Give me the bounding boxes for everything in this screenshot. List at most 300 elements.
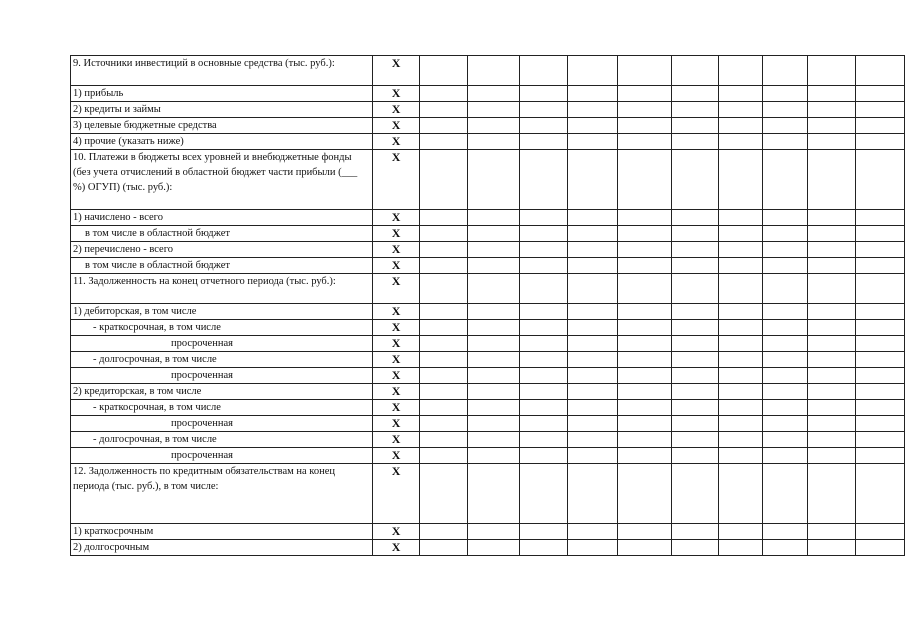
value-cell[interactable] xyxy=(808,432,855,448)
value-cell[interactable] xyxy=(762,274,808,304)
value-cell[interactable] xyxy=(617,150,671,210)
value-cell[interactable] xyxy=(520,352,568,368)
x-mark-cell: X xyxy=(373,540,419,556)
value-cell[interactable] xyxy=(671,56,718,86)
value-cell[interactable] xyxy=(468,464,520,524)
value-cell[interactable] xyxy=(520,400,568,416)
value-cell[interactable] xyxy=(617,352,671,368)
value-cell[interactable] xyxy=(671,242,718,258)
value-cell[interactable] xyxy=(671,384,718,400)
value-cell[interactable] xyxy=(520,336,568,352)
value-cell[interactable] xyxy=(762,304,808,320)
value-cell[interactable] xyxy=(855,86,904,102)
value-cell[interactable] xyxy=(671,226,718,242)
value-cell[interactable] xyxy=(718,304,762,320)
value-cell[interactable] xyxy=(468,524,520,540)
value-cell[interactable] xyxy=(808,368,855,384)
value-cell[interactable] xyxy=(520,320,568,336)
value-cell[interactable] xyxy=(718,384,762,400)
value-cell[interactable] xyxy=(671,210,718,226)
value-cell[interactable] xyxy=(568,56,617,86)
value-cell[interactable] xyxy=(468,86,520,102)
value-cell[interactable] xyxy=(468,448,520,464)
value-cell[interactable] xyxy=(468,134,520,150)
value-cell[interactable] xyxy=(617,384,671,400)
value-cell[interactable] xyxy=(671,86,718,102)
value-cell[interactable] xyxy=(568,304,617,320)
value-cell[interactable] xyxy=(617,432,671,448)
value-cell[interactable] xyxy=(568,86,617,102)
value-cell[interactable] xyxy=(808,336,855,352)
row-label: в том числе в областной бюджет xyxy=(71,258,373,274)
value-cell[interactable] xyxy=(520,134,568,150)
value-cell[interactable] xyxy=(762,432,808,448)
value-cell[interactable] xyxy=(617,56,671,86)
value-cell[interactable] xyxy=(671,368,718,384)
table-row xyxy=(71,242,905,258)
value-cell[interactable] xyxy=(808,86,855,102)
x-mark-cell: X xyxy=(373,464,419,524)
value-cell[interactable] xyxy=(568,320,617,336)
value-cell[interactable] xyxy=(762,384,808,400)
value-cell[interactable] xyxy=(617,336,671,352)
value-cell[interactable] xyxy=(468,416,520,432)
value-cell[interactable] xyxy=(718,102,762,118)
value-cell[interactable] xyxy=(671,134,718,150)
value-cell[interactable] xyxy=(520,56,568,86)
value-cell[interactable] xyxy=(419,464,467,524)
row-label: просроченная xyxy=(71,336,373,352)
row-label: 9. Источники инвестиций в основные средства (тыс. руб.): xyxy=(71,56,373,86)
value-cell[interactable] xyxy=(468,210,520,226)
value-cell[interactable] xyxy=(855,320,904,336)
value-cell[interactable] xyxy=(855,258,904,274)
value-cell[interactable] xyxy=(468,384,520,400)
value-cell[interactable] xyxy=(568,464,617,524)
value-cell[interactable] xyxy=(520,102,568,118)
table-row xyxy=(71,102,905,118)
value-cell[interactable] xyxy=(855,540,904,556)
table-row xyxy=(71,336,905,352)
value-cell[interactable] xyxy=(520,540,568,556)
value-cell[interactable] xyxy=(468,368,520,384)
value-cell[interactable] xyxy=(520,150,568,210)
value-cell[interactable] xyxy=(671,258,718,274)
value-cell[interactable] xyxy=(617,134,671,150)
value-cell[interactable] xyxy=(568,416,617,432)
value-cell[interactable] xyxy=(762,226,808,242)
value-cell[interactable] xyxy=(520,384,568,400)
value-cell[interactable] xyxy=(419,118,467,134)
value-cell[interactable] xyxy=(568,336,617,352)
x-mark-cell: X xyxy=(373,118,419,134)
value-cell[interactable] xyxy=(671,118,718,134)
value-cell[interactable] xyxy=(671,320,718,336)
value-cell[interactable] xyxy=(568,226,617,242)
value-cell[interactable] xyxy=(419,320,467,336)
value-cell[interactable] xyxy=(419,226,467,242)
value-cell[interactable] xyxy=(855,416,904,432)
row-label: 1) краткосрочным xyxy=(71,524,373,540)
value-cell[interactable] xyxy=(718,368,762,384)
value-cell[interactable] xyxy=(568,274,617,304)
value-cell[interactable] xyxy=(855,102,904,118)
value-cell[interactable] xyxy=(520,86,568,102)
x-mark-cell: X xyxy=(373,56,419,86)
value-cell[interactable] xyxy=(718,352,762,368)
value-cell[interactable] xyxy=(808,150,855,210)
x-mark-cell: X xyxy=(373,400,419,416)
value-cell[interactable] xyxy=(419,352,467,368)
value-cell[interactable] xyxy=(419,448,467,464)
value-cell[interactable] xyxy=(855,368,904,384)
value-cell[interactable] xyxy=(468,56,520,86)
value-cell[interactable] xyxy=(617,320,671,336)
value-cell[interactable] xyxy=(718,400,762,416)
value-cell[interactable] xyxy=(520,274,568,304)
value-cell[interactable] xyxy=(468,304,520,320)
value-cell[interactable] xyxy=(762,258,808,274)
table-row xyxy=(71,56,905,86)
x-mark-cell: X xyxy=(373,274,419,304)
table-row xyxy=(71,320,905,336)
value-cell[interactable] xyxy=(419,150,467,210)
value-cell[interactable] xyxy=(419,304,467,320)
row-label: 3) целевые бюджетные средства xyxy=(71,118,373,134)
value-cell[interactable] xyxy=(718,210,762,226)
value-cell[interactable] xyxy=(468,540,520,556)
value-cell[interactable] xyxy=(568,432,617,448)
value-cell[interactable] xyxy=(671,150,718,210)
value-cell[interactable] xyxy=(617,86,671,102)
value-cell[interactable] xyxy=(520,118,568,134)
value-cell[interactable] xyxy=(468,102,520,118)
value-cell[interactable] xyxy=(568,400,617,416)
value-cell[interactable] xyxy=(855,432,904,448)
row-label: просроченная xyxy=(71,448,373,464)
value-cell[interactable] xyxy=(419,242,467,258)
value-cell[interactable] xyxy=(617,540,671,556)
value-cell[interactable] xyxy=(718,464,762,524)
value-cell[interactable] xyxy=(718,524,762,540)
x-mark-cell: X xyxy=(373,432,419,448)
value-cell[interactable] xyxy=(855,304,904,320)
value-cell[interactable] xyxy=(568,368,617,384)
value-cell[interactable] xyxy=(762,368,808,384)
table-row xyxy=(71,448,905,464)
row-label: 2) кредиты и займы xyxy=(71,102,373,118)
value-cell[interactable] xyxy=(617,448,671,464)
value-cell[interactable] xyxy=(855,226,904,242)
value-cell[interactable] xyxy=(762,524,808,540)
value-cell[interactable] xyxy=(617,102,671,118)
x-mark-cell: X xyxy=(373,304,419,320)
value-cell[interactable] xyxy=(718,448,762,464)
value-cell[interactable] xyxy=(468,258,520,274)
value-cell[interactable] xyxy=(762,150,808,210)
value-cell[interactable] xyxy=(855,210,904,226)
value-cell[interactable] xyxy=(808,274,855,304)
x-mark-cell: X xyxy=(373,320,419,336)
value-cell[interactable] xyxy=(855,524,904,540)
value-cell[interactable] xyxy=(718,416,762,432)
value-cell[interactable] xyxy=(671,400,718,416)
value-cell[interactable] xyxy=(520,258,568,274)
value-cell[interactable] xyxy=(762,464,808,524)
value-cell[interactable] xyxy=(808,320,855,336)
table-row xyxy=(71,524,905,540)
value-cell[interactable] xyxy=(762,400,808,416)
table-row xyxy=(71,540,905,556)
value-cell[interactable] xyxy=(568,258,617,274)
value-cell[interactable] xyxy=(762,118,808,134)
value-cell[interactable] xyxy=(468,226,520,242)
value-cell[interactable] xyxy=(808,102,855,118)
value-cell[interactable] xyxy=(568,150,617,210)
value-cell[interactable] xyxy=(808,540,855,556)
table-row xyxy=(71,274,905,304)
value-cell[interactable] xyxy=(808,448,855,464)
row-label: - долгосрочная, в том числе xyxy=(71,352,373,368)
value-cell[interactable] xyxy=(718,258,762,274)
row-label: в том числе в областной бюджет xyxy=(71,226,373,242)
value-cell[interactable] xyxy=(520,524,568,540)
x-mark-cell: X xyxy=(373,384,419,400)
value-cell[interactable] xyxy=(617,368,671,384)
value-cell[interactable] xyxy=(671,524,718,540)
value-cell[interactable] xyxy=(617,304,671,320)
value-cell[interactable] xyxy=(468,320,520,336)
value-cell[interactable] xyxy=(671,102,718,118)
value-cell[interactable] xyxy=(520,210,568,226)
value-cell[interactable] xyxy=(855,134,904,150)
value-cell[interactable] xyxy=(419,400,467,416)
value-cell[interactable] xyxy=(520,304,568,320)
value-cell[interactable] xyxy=(617,416,671,432)
value-cell[interactable] xyxy=(855,352,904,368)
value-cell[interactable] xyxy=(808,210,855,226)
table-row xyxy=(71,258,905,274)
value-cell[interactable] xyxy=(808,352,855,368)
x-mark-cell: X xyxy=(373,102,419,118)
value-cell[interactable] xyxy=(718,118,762,134)
value-cell[interactable] xyxy=(718,320,762,336)
value-cell[interactable] xyxy=(671,416,718,432)
value-cell[interactable] xyxy=(617,226,671,242)
value-cell[interactable] xyxy=(762,320,808,336)
value-cell[interactable] xyxy=(468,150,520,210)
x-mark-cell: X xyxy=(373,416,419,432)
value-cell[interactable] xyxy=(419,274,467,304)
x-mark-cell: X xyxy=(373,258,419,274)
x-mark-cell: X xyxy=(373,210,419,226)
value-cell[interactable] xyxy=(808,242,855,258)
value-cell[interactable] xyxy=(718,242,762,258)
value-cell[interactable] xyxy=(808,56,855,86)
value-cell[interactable] xyxy=(568,524,617,540)
value-cell[interactable] xyxy=(419,416,467,432)
value-cell[interactable] xyxy=(419,368,467,384)
value-cell[interactable] xyxy=(671,274,718,304)
value-cell[interactable] xyxy=(808,464,855,524)
row-label: 1) дебиторская, в том числе xyxy=(71,304,373,320)
value-cell[interactable] xyxy=(671,432,718,448)
value-cell[interactable] xyxy=(808,118,855,134)
row-label: 1) начислено - всего xyxy=(71,210,373,226)
value-cell[interactable] xyxy=(520,432,568,448)
value-cell[interactable] xyxy=(468,118,520,134)
value-cell[interactable] xyxy=(419,86,467,102)
value-cell[interactable] xyxy=(718,432,762,448)
table-row xyxy=(71,416,905,432)
value-cell[interactable] xyxy=(419,210,467,226)
value-cell[interactable] xyxy=(520,226,568,242)
value-cell[interactable] xyxy=(762,102,808,118)
table-row xyxy=(71,384,905,400)
row-label: 2) кредиторская, в том числе xyxy=(71,384,373,400)
value-cell[interactable] xyxy=(568,352,617,368)
value-cell[interactable] xyxy=(718,134,762,150)
value-cell[interactable] xyxy=(568,384,617,400)
x-mark-cell: X xyxy=(373,524,419,540)
value-cell[interactable] xyxy=(762,336,808,352)
value-cell[interactable] xyxy=(762,540,808,556)
value-cell[interactable] xyxy=(617,400,671,416)
value-cell[interactable] xyxy=(568,102,617,118)
value-cell[interactable] xyxy=(855,274,904,304)
value-cell[interactable] xyxy=(419,258,467,274)
value-cell[interactable] xyxy=(468,274,520,304)
value-cell[interactable] xyxy=(617,274,671,304)
value-cell[interactable] xyxy=(855,150,904,210)
value-cell[interactable] xyxy=(419,336,467,352)
value-cell[interactable] xyxy=(520,464,568,524)
x-mark-cell: X xyxy=(373,226,419,242)
value-cell[interactable] xyxy=(468,352,520,368)
table-row xyxy=(71,226,905,242)
value-cell[interactable] xyxy=(808,258,855,274)
value-cell[interactable] xyxy=(520,448,568,464)
value-cell[interactable] xyxy=(762,56,808,86)
value-cell[interactable] xyxy=(718,540,762,556)
value-cell[interactable] xyxy=(855,56,904,86)
value-cell[interactable] xyxy=(419,134,467,150)
x-mark-cell: X xyxy=(373,150,419,210)
row-label: 4) прочие (указать ниже) xyxy=(71,134,373,150)
value-cell[interactable] xyxy=(762,86,808,102)
value-cell[interactable] xyxy=(718,150,762,210)
value-cell[interactable] xyxy=(762,416,808,432)
table-row xyxy=(71,86,905,102)
value-cell[interactable] xyxy=(671,352,718,368)
value-cell[interactable] xyxy=(617,242,671,258)
row-label: - долгосрочная, в том числе xyxy=(71,432,373,448)
value-cell[interactable] xyxy=(762,242,808,258)
value-cell[interactable] xyxy=(808,134,855,150)
x-mark-cell: X xyxy=(373,242,419,258)
value-cell[interactable] xyxy=(671,336,718,352)
report-table-body xyxy=(71,56,905,556)
value-cell[interactable] xyxy=(855,448,904,464)
value-cell[interactable] xyxy=(520,242,568,258)
value-cell[interactable] xyxy=(855,464,904,524)
row-label: - краткосрочная, в том числе xyxy=(71,400,373,416)
value-cell[interactable] xyxy=(808,524,855,540)
value-cell[interactable] xyxy=(419,432,467,448)
table-row xyxy=(71,400,905,416)
value-cell[interactable] xyxy=(617,258,671,274)
value-cell[interactable] xyxy=(468,336,520,352)
value-cell[interactable] xyxy=(520,368,568,384)
value-cell[interactable] xyxy=(718,86,762,102)
value-cell[interactable] xyxy=(762,352,808,368)
value-cell[interactable] xyxy=(617,524,671,540)
row-label: 1) прибыль xyxy=(71,86,373,102)
value-cell[interactable] xyxy=(718,226,762,242)
value-cell[interactable] xyxy=(568,540,617,556)
value-cell[interactable] xyxy=(419,540,467,556)
row-label: просроченная xyxy=(71,416,373,432)
value-cell[interactable] xyxy=(762,134,808,150)
value-cell[interactable] xyxy=(568,242,617,258)
value-cell[interactable] xyxy=(718,336,762,352)
table-row xyxy=(71,304,905,320)
value-cell[interactable] xyxy=(671,448,718,464)
value-cell[interactable] xyxy=(468,242,520,258)
value-cell[interactable] xyxy=(808,304,855,320)
value-cell[interactable] xyxy=(855,118,904,134)
value-cell[interactable] xyxy=(762,210,808,226)
value-cell[interactable] xyxy=(568,118,617,134)
table-row xyxy=(71,464,905,524)
value-cell[interactable] xyxy=(671,304,718,320)
value-cell[interactable] xyxy=(855,384,904,400)
value-cell[interactable] xyxy=(568,134,617,150)
x-mark-cell: X xyxy=(373,368,419,384)
value-cell[interactable] xyxy=(808,416,855,432)
value-cell[interactable] xyxy=(617,210,671,226)
value-cell[interactable] xyxy=(520,416,568,432)
value-cell[interactable] xyxy=(855,336,904,352)
row-label: просроченная xyxy=(71,368,373,384)
value-cell[interactable] xyxy=(568,448,617,464)
value-cell[interactable] xyxy=(468,400,520,416)
value-cell[interactable] xyxy=(718,56,762,86)
value-cell[interactable] xyxy=(671,540,718,556)
value-cell[interactable] xyxy=(568,210,617,226)
row-label: - краткосрочная, в том числе xyxy=(71,320,373,336)
row-label: 2) перечислено - всего xyxy=(71,242,373,258)
value-cell[interactable] xyxy=(762,448,808,464)
value-cell[interactable] xyxy=(419,102,467,118)
value-cell[interactable] xyxy=(855,242,904,258)
table-row xyxy=(71,118,905,134)
value-cell[interactable] xyxy=(808,226,855,242)
table-row xyxy=(71,432,905,448)
value-cell[interactable] xyxy=(671,464,718,524)
value-cell[interactable] xyxy=(718,274,762,304)
value-cell[interactable] xyxy=(419,524,467,540)
value-cell[interactable] xyxy=(855,400,904,416)
value-cell[interactable] xyxy=(617,118,671,134)
value-cell[interactable] xyxy=(419,56,467,86)
value-cell[interactable] xyxy=(419,384,467,400)
table-row xyxy=(71,210,905,226)
value-cell[interactable] xyxy=(617,464,671,524)
value-cell[interactable] xyxy=(808,400,855,416)
value-cell[interactable] xyxy=(808,384,855,400)
value-cell[interactable] xyxy=(468,432,520,448)
